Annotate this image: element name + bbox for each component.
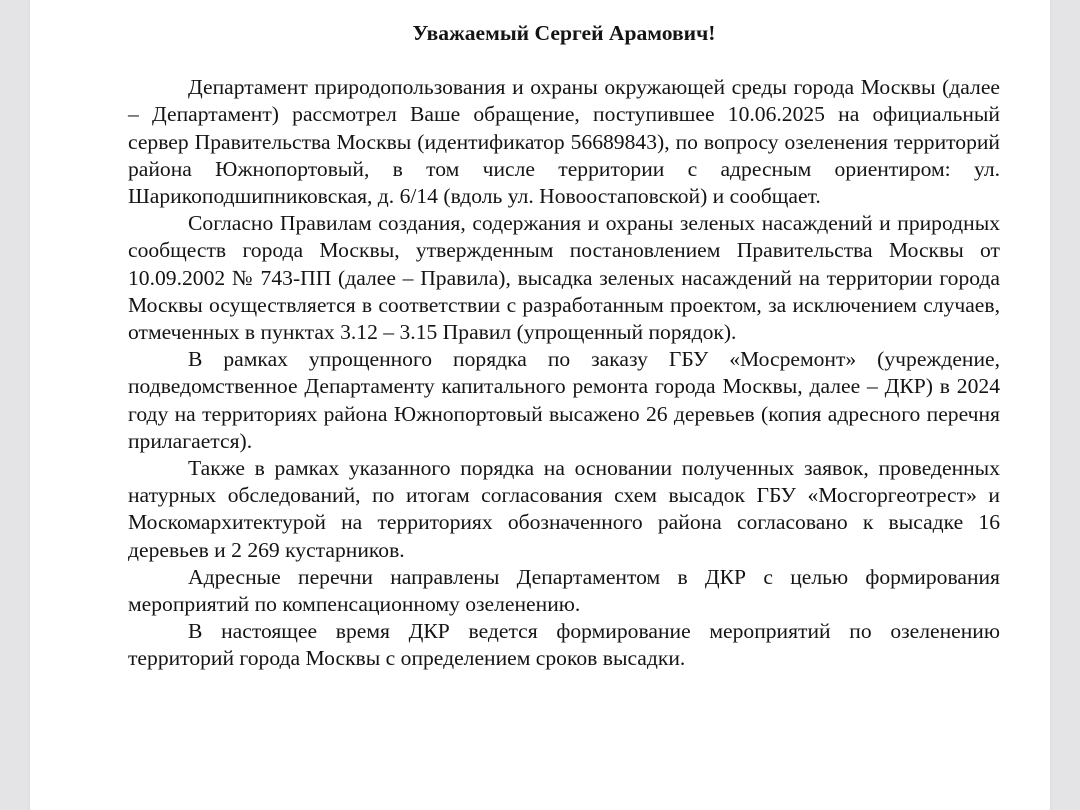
paragraph-1: Департамент природопользования и охраны окружающей среды города Москвы (далее – Департамент) рассмотрел Ваше обращение, поступившее 10.06.2025 на официальный сервер Правительства Москвы (идентификатор 56689843), по вопросу озеленения территорий района Южнопортовый, в том числе территории с адресным ориентиром: ул. Шарикоподшипниковская, д. 6/14 (вдоль ул. Новоостаповской) и сообщает. <box>128 75 1000 209</box>
letter-body <box>128 20 1000 673</box>
paragraph-5: Адресные перечни направлены Департаментом в ДКР с целью формирования мероприятий по компенсационному озеленению. <box>128 564 1000 617</box>
paragraph-6: В настоящее время ДКР ведется формирование мероприятий по озеленению территорий города Москвы с определением сроков высадки. <box>128 619 1000 671</box>
salutation: Уважаемый Сергей Арамович! <box>412 21 716 45</box>
paragraph-2: Согласно Правилам создания, содержания и охраны зеленых насаждений и природных сообществ города Москвы, утвержденным постановлением Правительства Москвы от 10.09.2002 № 743-ПП (далее – Правила), высадка зеленых насаждений на территории города Москвы осуществляется в соответствии с разработанным проектом, за исключением случаев, отмеченных в пунктах 3.12 – 3.15 Правил (упрощенный порядок). <box>128 211 1000 345</box>
paragraph-4: Также в рамках указанного порядка на основании полученных заявок, проведенных натурных обследований, по итогам согласования схем высадок ГБУ «Мосгоргеотрест» и Москомархитектурой на территориях обозначенного района согласовано к высадке 16 деревьев и 2 269 кустарников. <box>128 456 1000 562</box>
paragraph-3: В рамках упрощенного порядка по заказу ГБУ «Мосремонт» (учреждение, подведомственное Департаменту капитального ремонта города Москвы, далее – ДКР) в 2024 году на территориях района Южнопортовый высажено 26 деревьев (копия адресного перечня прилагается). <box>128 347 1000 453</box>
document-page[interactable] <box>30 0 1050 810</box>
